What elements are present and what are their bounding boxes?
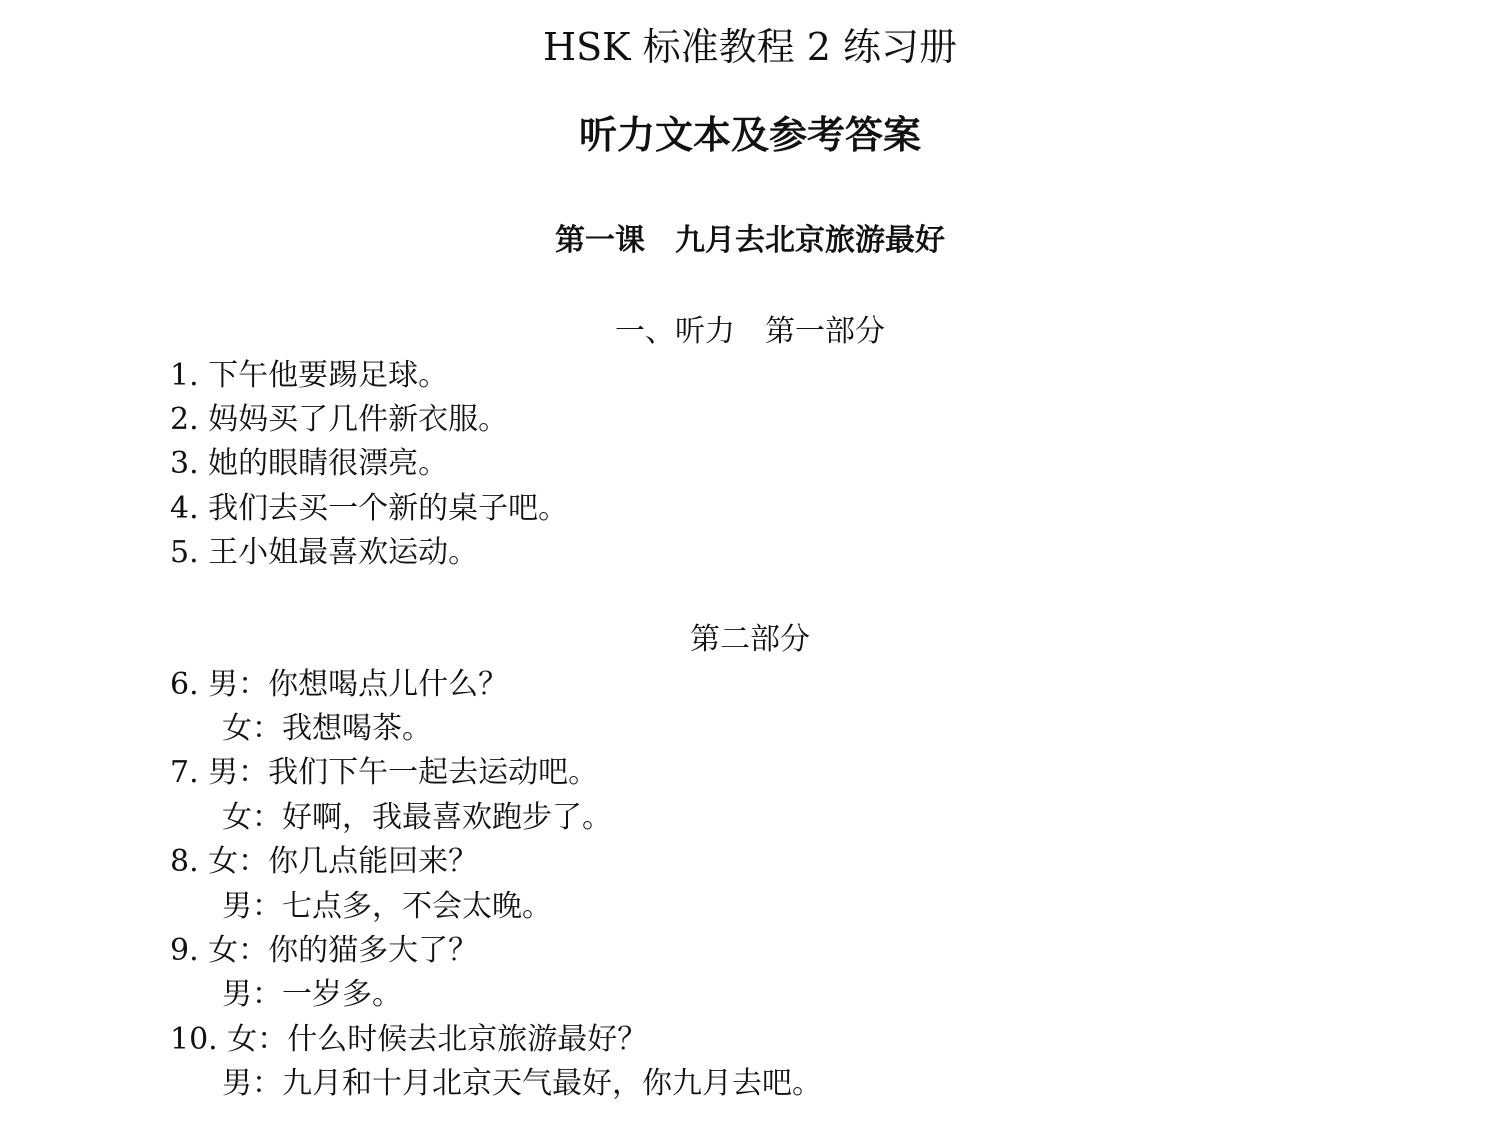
list-item: 1. 下午他要踢足球。 [170, 358, 449, 393]
dialogue-response: 男：七点多，不会太晚。 [222, 889, 552, 924]
dialogue-response: 男：九月和十月北京天气最好，你九月去吧。 [222, 1066, 822, 1101]
dialogue-line: 10. 女：什么时候去北京旅游最好？ [170, 1022, 648, 1057]
dialogue-line: 8. 女：你几点能回来？ [170, 844, 479, 879]
section-heading-part-one: 一、听力 第一部分 [615, 314, 885, 349]
list-item: 4. 我们去买一个新的桌子吧。 [170, 491, 569, 526]
document-title: HSK 标准教程 2 练习册 [543, 25, 957, 69]
section-heading-part-two: 第二部分 [690, 622, 810, 657]
dialogue-response: 女：好啊，我最喜欢跑步了。 [222, 800, 612, 835]
lesson-title: 第一课 九月去北京旅游最好 [555, 223, 945, 258]
dialogue-response: 女：我想喝茶。 [222, 711, 432, 746]
document-subtitle: 听力文本及参考答案 [578, 112, 921, 157]
list-item: 3. 她的眼睛很漂亮。 [170, 446, 449, 481]
dialogue-line: 9. 女：你的猫多大了？ [170, 933, 479, 968]
list-item: 2. 妈妈买了几件新衣服。 [170, 402, 509, 437]
dialogue-line: 7. 男：我们下午一起去运动吧。 [170, 755, 599, 790]
list-item: 5. 王小姐最喜欢运动。 [170, 535, 479, 570]
dialogue-response: 男：一岁多。 [222, 977, 402, 1012]
dialogue-line: 6. 男：你想喝点儿什么？ [170, 667, 509, 702]
